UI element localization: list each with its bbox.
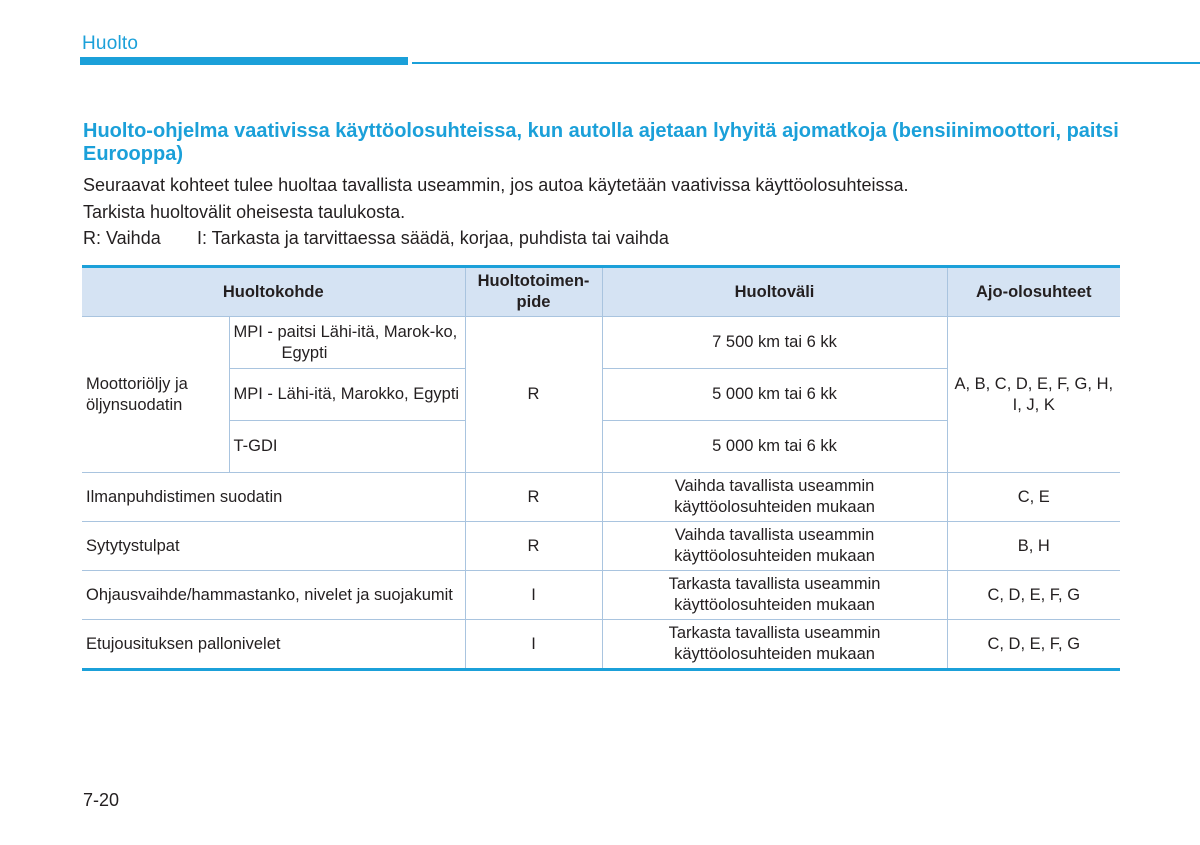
table-header-row [82, 267, 1120, 317]
table-row [82, 522, 1120, 571]
col-header-item: Huoltokohde [82, 267, 465, 317]
action-cell: I [465, 571, 602, 620]
page-number: 7-20 [83, 790, 120, 810]
interval-cell: Tarkasta tavallista useammin käyttöolosuhteiden mukaan [602, 571, 947, 620]
item-cell: Ilmanpuhdistimen suodatin [82, 473, 465, 522]
maintenance-table [82, 265, 1120, 671]
item-cell: Ohjausvaihde/hammastanko, nivelet ja suojakumit [82, 571, 465, 620]
legend-replace: R: Vaihda [83, 228, 161, 248]
page-heading: Huolto-ohjelma vaativissa käyttöolosuhteissa, kun autolla ajetaan lyhyitä ajomatkoja (bensiinimoottori, paitsi Eurooppa) [83, 120, 1119, 165]
action-cell: R [465, 473, 602, 522]
header-rule-thin [412, 62, 1200, 64]
interval-cell: 5 000 km tai 6 kk [602, 369, 947, 421]
table-row [82, 571, 1120, 620]
conditions-cell: C, E [947, 473, 1120, 522]
interval-cell: Vaihda tavallista useammin käyttöolosuhteiden mukaan [602, 522, 947, 571]
conditions-cell: C, D, E, F, G [947, 571, 1120, 620]
table-row [82, 473, 1120, 522]
engine-variant-cell: T-GDI [229, 421, 465, 473]
item-cell: Moottoriöljy ja öljynsuodatin [82, 317, 229, 473]
interval-cell: Tarkasta tavallista useammin käyttöolosuhteiden mukaan [602, 620, 947, 670]
col-header-interval: Huoltoväli [602, 267, 947, 317]
engine-variant-cell: MPI - paitsi Lähi-itä, Marok-ko, Egypti [229, 317, 465, 369]
action-cell: R [465, 522, 602, 571]
item-cell: Sytytystulpat [82, 522, 465, 571]
intro-paragraph-1: Seuraavat kohteet tulee huoltaa tavallista useammin, jos autoa käytetään vaativissa käyttöolosuhteissa. [83, 175, 909, 195]
interval-cell: 7 500 km tai 6 kk [602, 317, 947, 369]
action-cell: I [465, 620, 602, 670]
engine-variant-cell: MPI - Lähi-itä, Marokko, Egypti [229, 369, 465, 421]
table-row [82, 620, 1120, 670]
section-title: Huolto [82, 33, 139, 54]
col-header-action: Huoltotoimen-pide [465, 267, 602, 317]
col-header-conditions: Ajo-olosuhteet [947, 267, 1120, 317]
intro-paragraph-2: Tarkista huoltovälit oheisesta taulukosta. [83, 202, 406, 222]
header-rule-thick [80, 57, 408, 65]
table-row [82, 317, 1120, 369]
conditions-cell: C, D, E, F, G [947, 620, 1120, 670]
item-cell: Etujousituksen pallonivelet [82, 620, 465, 670]
interval-cell: 5 000 km tai 6 kk [602, 421, 947, 473]
legend-inspect: I: Tarkasta ja tarvittaessa säädä, korjaa, puhdista tai vaihda [197, 228, 669, 248]
interval-cell: Vaihda tavallista useammin käyttöolosuhteiden mukaan [602, 473, 947, 522]
conditions-cell: B, H [947, 522, 1120, 571]
action-cell: R [465, 317, 602, 473]
conditions-cell: A, B, C, D, E, F, G, H, I, J, K [947, 317, 1120, 473]
